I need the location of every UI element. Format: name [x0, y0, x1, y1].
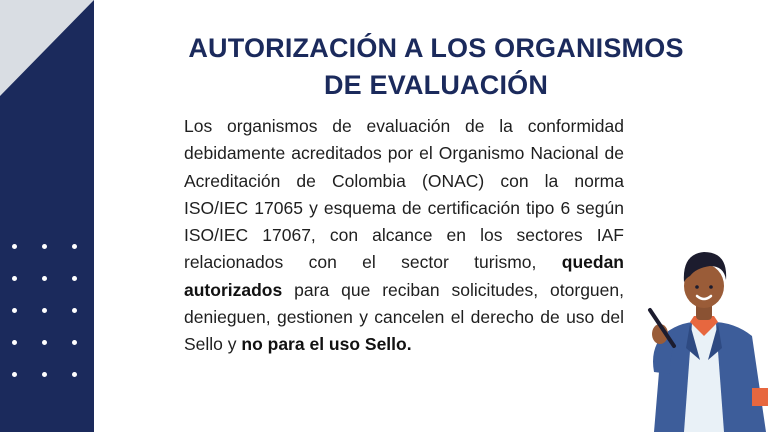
- slide-title: [150, 30, 722, 104]
- paragraph-text-2: para que reciban solicitudes, otorguen, denieguen, gestionen y cancelen el derecho de uso del Sello y: [184, 279, 624, 355]
- title-line-1: AUTORIZACIÓN A LOS ORGANISMOS: [188, 33, 684, 63]
- paragraph-bold-not-for-use: no para el uso Sello.: [241, 334, 412, 355]
- corner-triangle-decoration: [0, 0, 94, 100]
- title-line-2: DE EVALUACIÓN: [323, 70, 549, 100]
- paragraph-text-1: Los organismos de evaluación de la conformidad debidamente acreditados por el Organismo Nacional de Acreditación de Colombia (ONAC) con la norma ISO/IEC 17065 y esquema de certificación tipo 6 según ISO/IEC 17067, con alcance en los sectores IAF relacionados con el sector turismo,: [184, 116, 624, 273]
- body-paragraph: [184, 113, 624, 359]
- paragraph-bold-authorized: quedan autorizados: [184, 252, 624, 300]
- person-holding-pen-illustration: [640, 240, 768, 432]
